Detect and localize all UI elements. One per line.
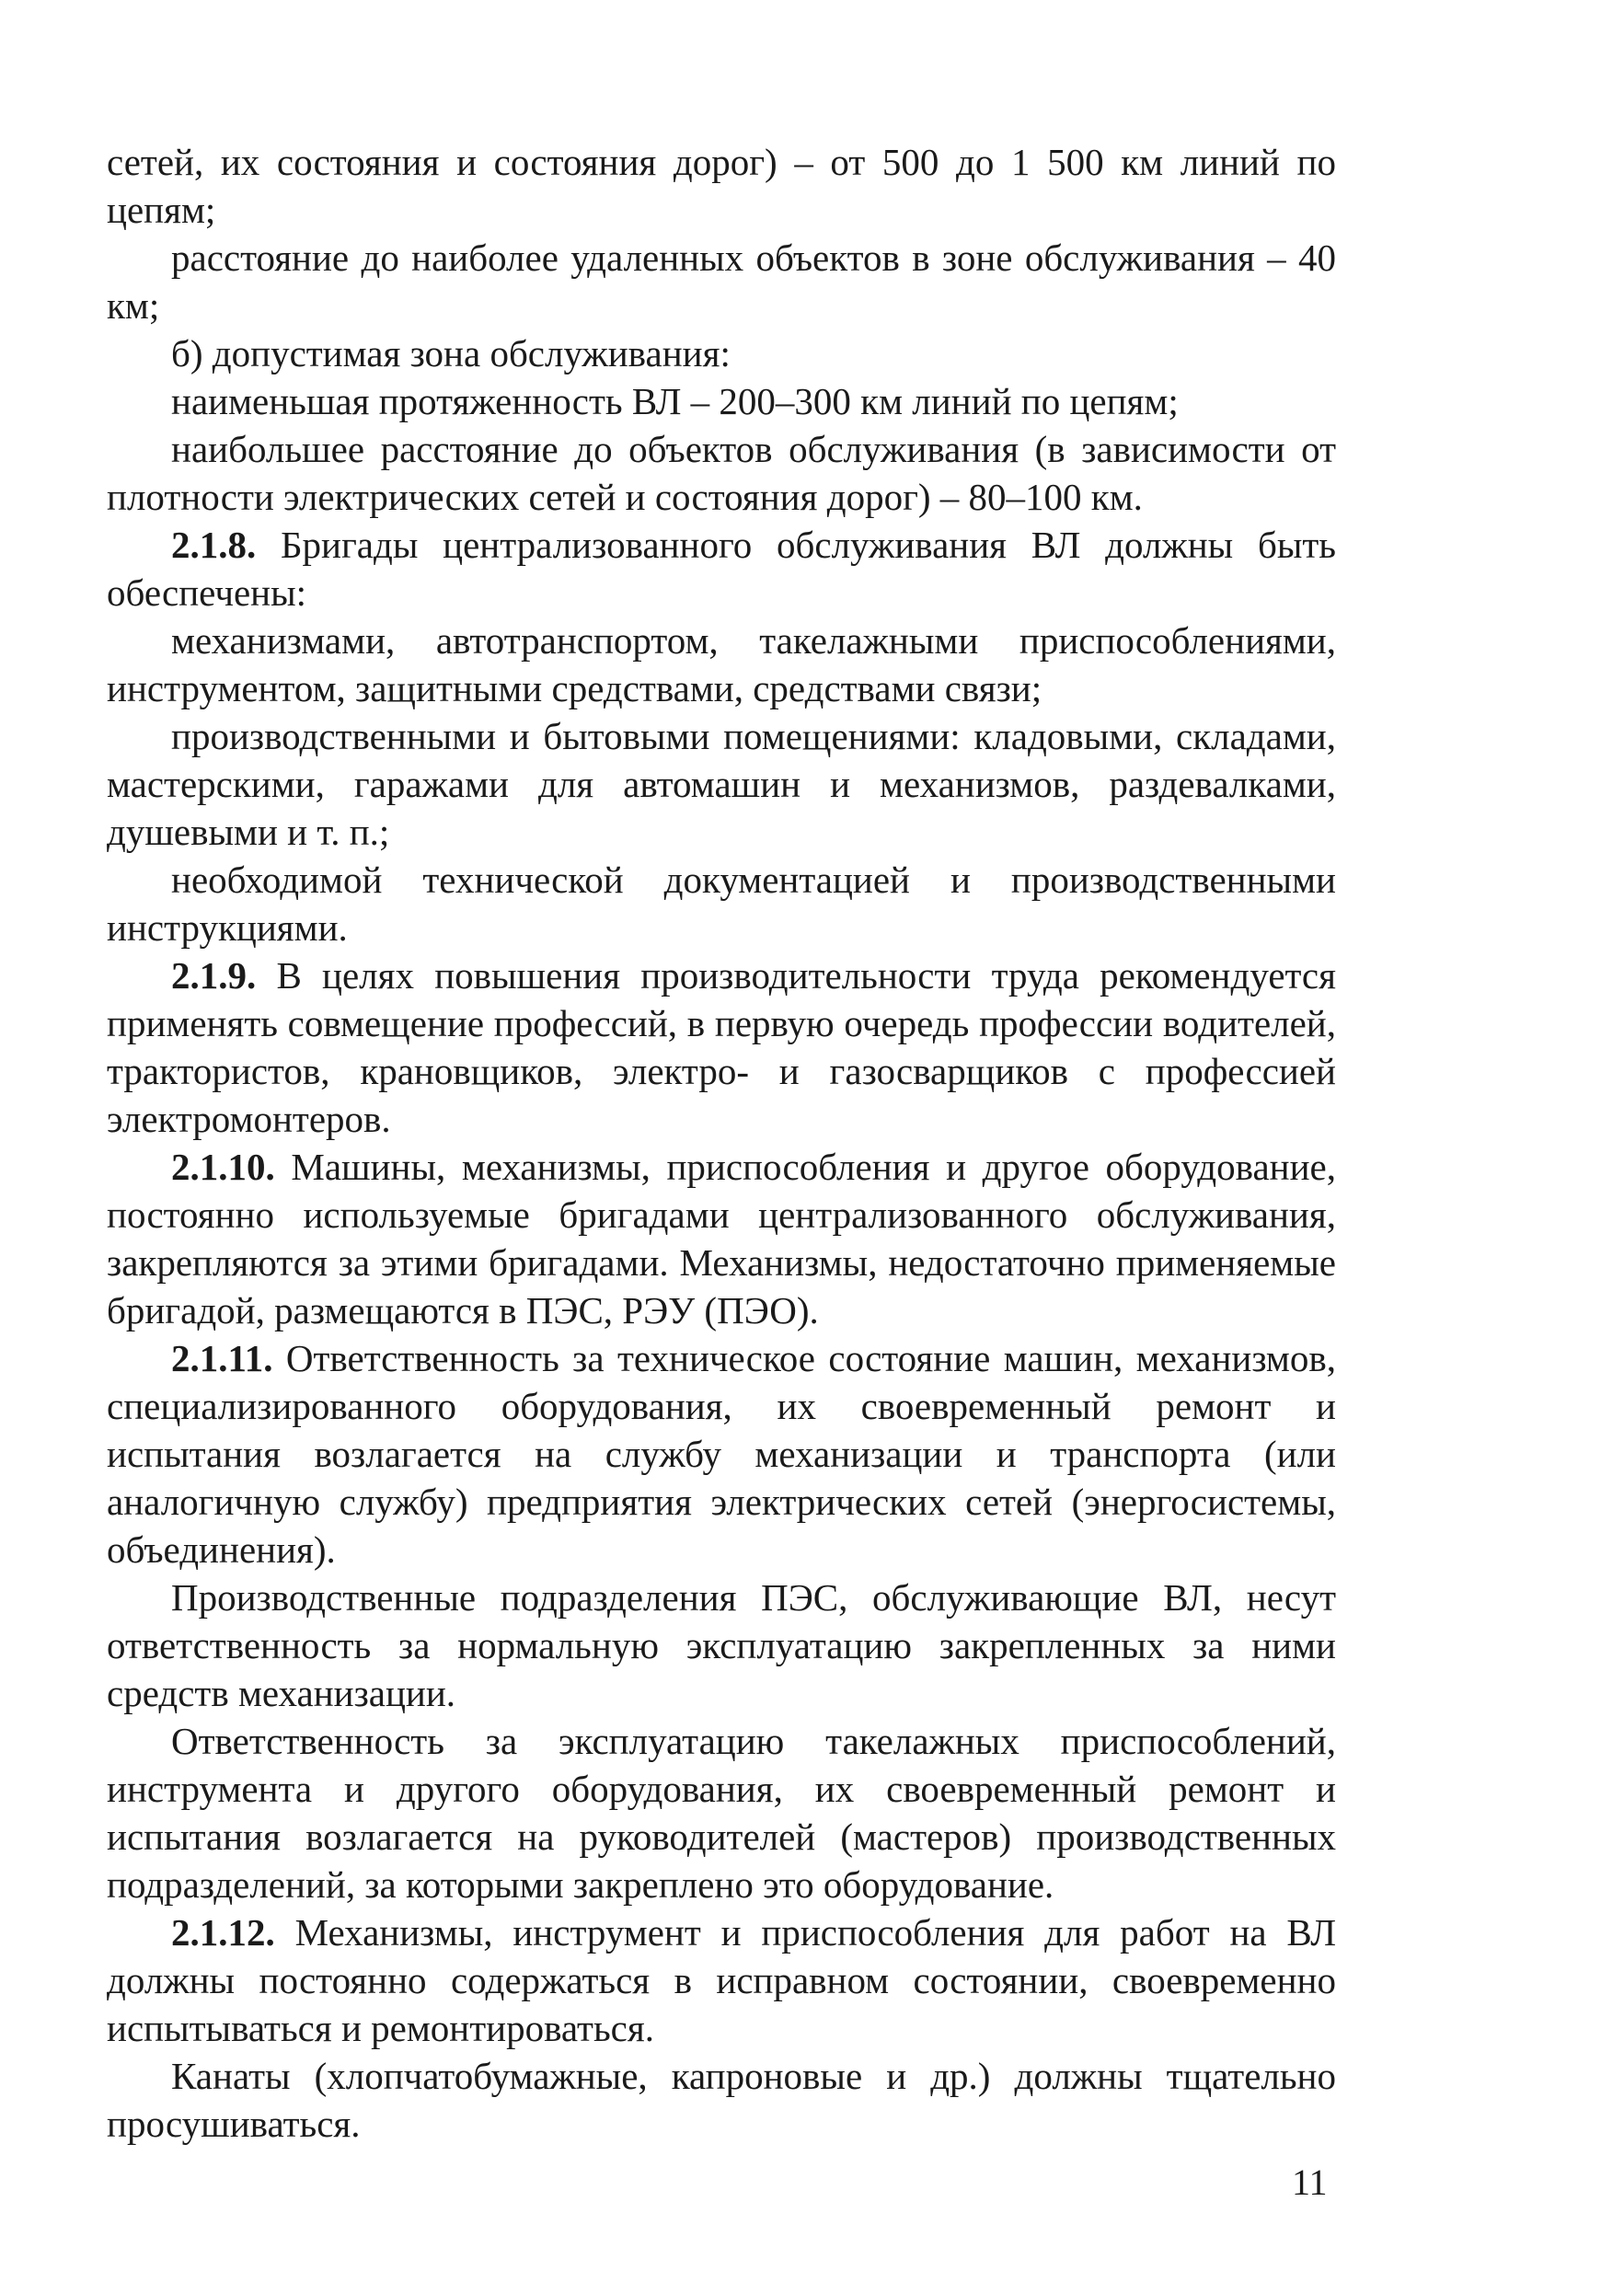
paragraph (107, 521, 1336, 617)
paragraph-text: наименьшая протяженность ВЛ – 200–300 км линий по цепям; (171, 380, 1179, 422)
paragraph-text: механизмами, автотранспортом, такелажными приспособлениями, инструментом, защитными средствами, средствами связи; (107, 619, 1336, 709)
paragraph-text: Производственные подразделения ПЭС, обслуживающие ВЛ, несут ответственность за нормальную эксплуатацию закрепленных за ними средств механизации. (107, 1576, 1336, 1714)
page-number: 11 (1292, 2161, 1328, 2203)
section-number: 2.1.10. (171, 1146, 275, 1188)
paragraph (107, 377, 1336, 425)
paragraph (107, 617, 1336, 712)
paragraph (107, 2052, 1336, 2148)
paragraph-text: Машины, механизмы, приспособления и другое оборудование, постоянно используемые бригадами централизованного обслуживания, закрепляются за этими бригадами. Механизмы, недостаточно применяемые бригадой, размещаются в ПЭС, РЭУ (ПЭО). (107, 1146, 1336, 1331)
paragraph-text: Канаты (хлопчатобумажные, капроновые и др.) должны тщательно просушиваться. (107, 2055, 1336, 2145)
document-page (107, 138, 1336, 2148)
paragraph (107, 856, 1336, 951)
paragraph (107, 329, 1336, 377)
paragraph (107, 951, 1336, 1143)
paragraph (107, 1717, 1336, 1908)
paragraph-text: В целях повышения производительности труда рекомендуется применять совмещение профессий, в первую очередь профессии водителей, трактористов, крановщиков, электро- и газосварщиков с профессией электромонтеров. (107, 954, 1336, 1140)
section-number: 2.1.11. (171, 1337, 273, 1379)
paragraph-text: Ответственность за техническое состояние машин, механизмов, специализированного оборудования, их своевременный ремонт и испытания возлагается на службу механизации и транспорта (или аналогичную службу) предприятия электрических сетей (энергосистемы, объединения). (107, 1337, 1336, 1571)
paragraph-text: производственными и бытовыми помещениями: кладовыми, складами, мастерскими, гаражами для автомашин и механизмов, раздевалками, душевыми и т. п.; (107, 715, 1336, 853)
paragraph-text: расстояние до наиболее удаленных объектов в зоне обслуживания – 40 км; (107, 236, 1336, 327)
section-number: 2.1.12. (171, 1911, 275, 1954)
paragraph (107, 1143, 1336, 1334)
paragraph (107, 1334, 1336, 1574)
paragraph-text: сетей, их состояния и состояния дорог) – от 500 до 1 500 км линий по цепям; (107, 141, 1336, 231)
section-number: 2.1.9. (171, 954, 257, 997)
paragraph (107, 1574, 1336, 1717)
paragraph-text: Бригады централизованного обслуживания ВЛ должны быть обеспечены: (107, 524, 1336, 614)
section-number: 2.1.8. (171, 524, 257, 566)
paragraph (107, 1908, 1336, 2052)
paragraph-text: наибольшее расстояние до объектов обслуживания (в зависимости от плотности электрических сетей и состояния дорог) – 80–100 км. (107, 428, 1336, 518)
paragraph (107, 234, 1336, 329)
paragraph (107, 712, 1336, 856)
paragraph-text: Ответственность за эксплуатацию такелажных приспособлений, инструмента и другого оборудования, их своевременный ремонт и испытания возлагается на руководителей (мастеров) производственных подразделений, за которыми закреплено это оборудование. (107, 1720, 1336, 1906)
paragraph-text: Механизмы, инструмент и приспособления для работ на ВЛ должны постоянно содержаться в исправном состоянии, своевременно испытываться и ремонтироваться. (107, 1911, 1336, 2049)
paragraph (107, 425, 1336, 521)
paragraph (107, 138, 1336, 234)
paragraph-text: б) допустимая зона обслуживания: (171, 332, 731, 375)
paragraph-text: необходимой технической документацией и производственными инструкциями. (107, 859, 1336, 949)
